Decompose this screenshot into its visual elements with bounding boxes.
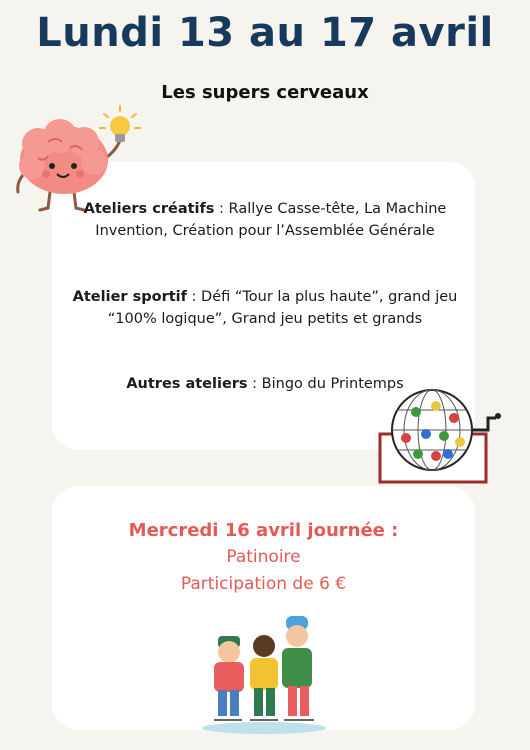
activity-creative-label: Ateliers créatifs <box>83 201 215 217</box>
activity-creative-text: : Rallye Casse-tête, La Machine Invention, Création pour l’Assemblée Générale <box>95 201 447 239</box>
activity-sport <box>56 286 474 330</box>
activity-other-text: : Bingo du Printemps <box>247 376 404 392</box>
skating-kids-icon <box>196 600 332 736</box>
event-title: Mercredi 16 avril journée : <box>128 520 399 541</box>
activity-creative <box>56 198 474 242</box>
event-price: Participation de 6 € <box>180 574 347 594</box>
page-subtitle: Les supers cerveaux <box>161 82 369 103</box>
activity-other-label: Autres ateliers <box>126 376 248 392</box>
event-activity: Patinoire <box>226 547 301 567</box>
lightbulb-icon <box>98 104 142 150</box>
activity-sport-label: Atelier sportif <box>72 289 187 305</box>
activity-sport-text: : Défi “Tour la plus haute”, grand jeu “100% logique”, Grand jeu petits et grands <box>107 289 458 327</box>
bingo-cage-icon <box>376 382 506 488</box>
page-title: Lundi 13 au 17 avril <box>36 10 494 56</box>
